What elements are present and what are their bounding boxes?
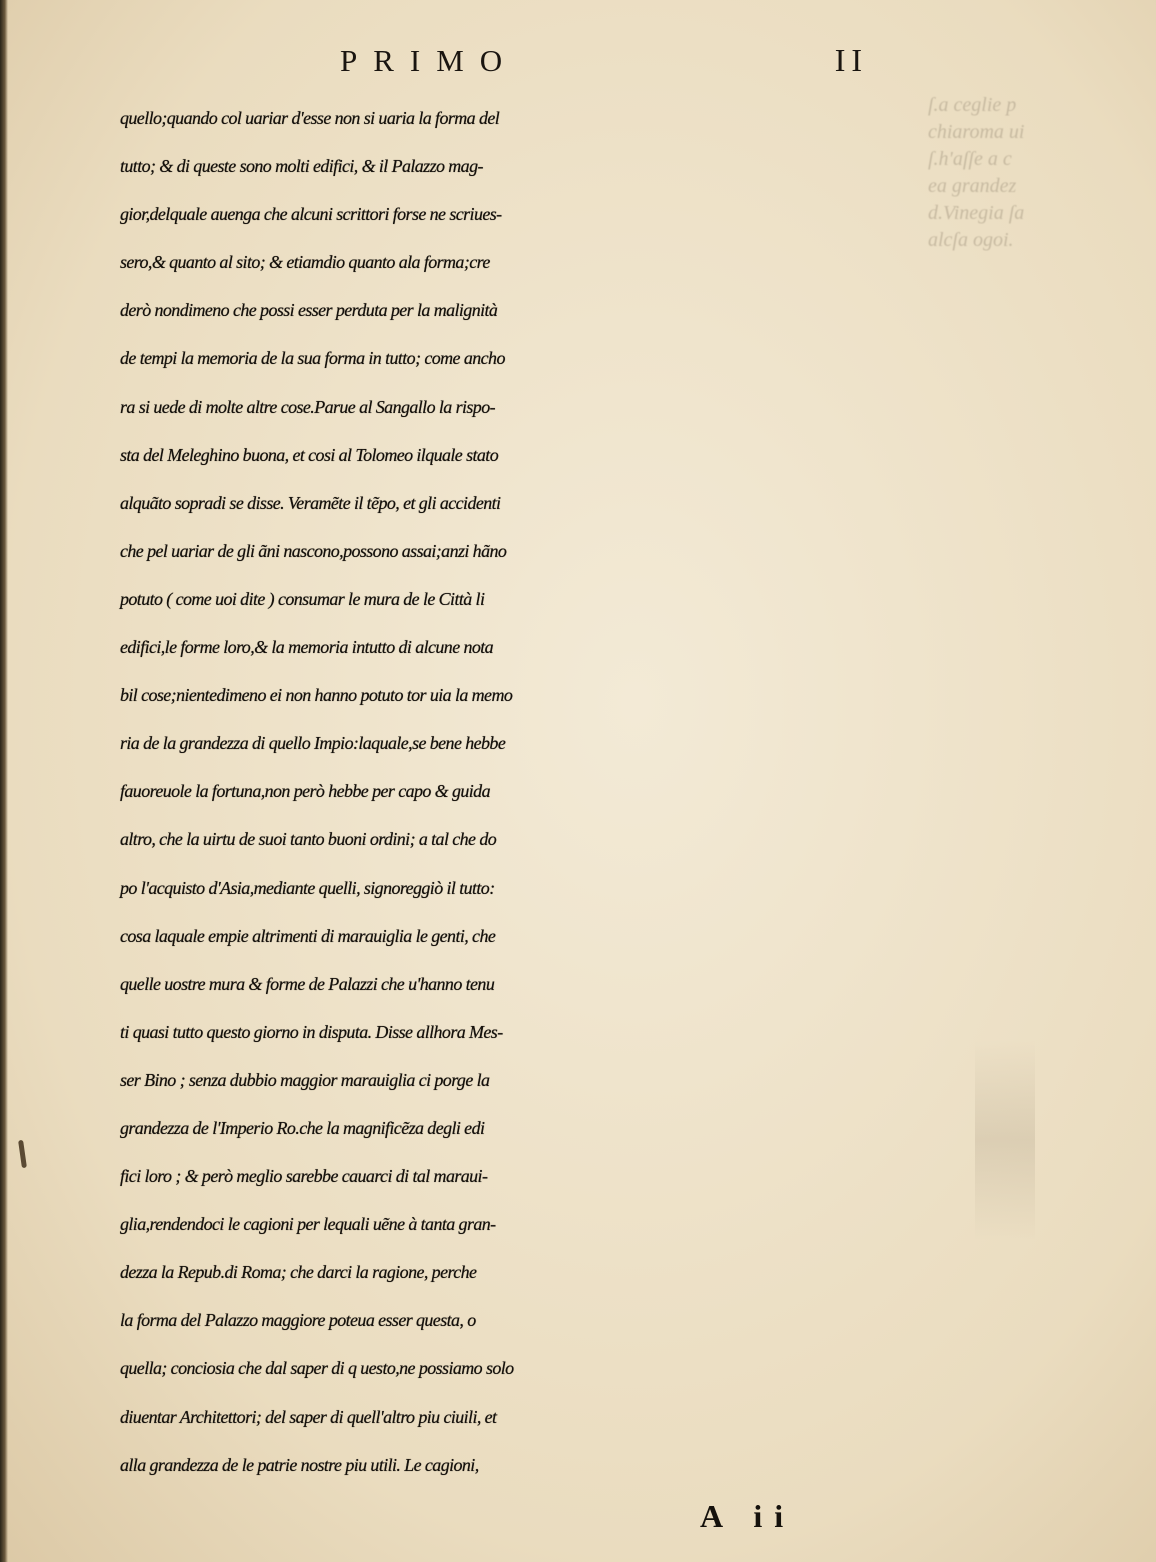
running-head: PRIMO xyxy=(340,43,519,78)
text-line: quella; conciosia che dal saper di q uesto,ne possiamo solo xyxy=(120,1358,514,1379)
text-line: tutto; & di queste sono molti edifici, & il Palazzo mag- xyxy=(120,156,483,177)
text-line: ser Bino ; senza dubbio maggior marauiglia ci porge la xyxy=(120,1069,490,1090)
text-line: sta del Meleghino buona, et cosi al Tolomeo ilquale stato xyxy=(120,444,499,465)
page-binding-edge xyxy=(0,0,8,1562)
text-line: dezza la Repub.di Roma; che darci la ragione, perche xyxy=(120,1262,477,1283)
text-line: fici loro ; & però meglio sarebbe cauarci di tal maraui- xyxy=(120,1166,488,1187)
text-line: sero,& quanto al sito; & etiamdio quanto ala forma;cre xyxy=(120,252,490,273)
page-header xyxy=(340,42,880,92)
text-line: fauoreuole la fortuna,non però hebbe per capo & guida xyxy=(120,781,490,802)
text-line: che pel uariar de gli ãni nascono,possono assai;anzi hãno xyxy=(120,540,507,561)
text-line: altro, che la uirtu de suoi tanto buoni ordini; a tal che do xyxy=(120,829,497,850)
text-line: gior,delquale auenga che alcuni scrittori forse ne scriues- xyxy=(120,204,502,225)
body-text xyxy=(120,94,920,1489)
text-line: alla grandezza de le patrie nostre piu utili. Le cagioni, xyxy=(120,1454,479,1475)
text-line: potuto ( come uoi dite ) consumar le mura de le Città li xyxy=(120,588,485,609)
text-line: derò nondimeno che possi esser perduta per la malignità xyxy=(120,300,498,321)
text-line: de tempi la memoria de la sua forma in tutto; come ancho xyxy=(120,348,505,369)
text-line: edifici,le forme loro,& la memoria intutto di alcune nota xyxy=(120,637,494,658)
text-line: bil cose;nientedimeno ei non hanno potuto tor uia la memo xyxy=(120,685,513,706)
text-line: cosa laquale empie altrimenti di marauiglia le genti, che xyxy=(120,925,496,946)
text-line: diuentar Architettori; del saper di quell'altro piu ciuili, et xyxy=(120,1406,497,1427)
folio-number: II xyxy=(834,42,868,78)
bleed-through-text: ſ.a ceglie p chiaroma ui ſ.h'aſſe a c ea grandez d.Vinegia ſa alcſa ogoi. xyxy=(928,94,1025,251)
text-line: ria de la grandezza di quello Impio:laquale,se bene hebbe xyxy=(120,733,506,754)
text-line: ra si uede di molte altre cose.Parue al Sangallo la rispo- xyxy=(120,396,495,417)
bleed-through-shadow xyxy=(975,1040,1035,1240)
text-line: glia,rendendoci le cagioni per lequali uẽne à tanta gran- xyxy=(120,1214,496,1235)
ink-speck xyxy=(18,1140,27,1168)
signature-mark: A ii xyxy=(700,1498,796,1534)
text-line: la forma del Palazzo maggiore poteua esser questa, o xyxy=(120,1310,476,1331)
text-line: ti quasi tutto questo giorno in disputa. Disse allhora Mes- xyxy=(120,1021,503,1042)
text-line: po l'acquisto d'Asia,mediante quelli, signoreggiò il tutto: xyxy=(120,877,495,898)
text-line: grandezza de l'Imperio Ro.che la magnificẽza degli edi xyxy=(120,1117,485,1138)
text-line: alquãto sopradi se disse. Veramẽte il tẽpo, et gli accidenti xyxy=(120,492,501,513)
text-line: quelle uostre mura & forme de Palazzi che u'hanno tenu xyxy=(120,973,495,994)
text-line: quello;quando col uariar d'esse non si uaria la forma del xyxy=(120,108,500,128)
